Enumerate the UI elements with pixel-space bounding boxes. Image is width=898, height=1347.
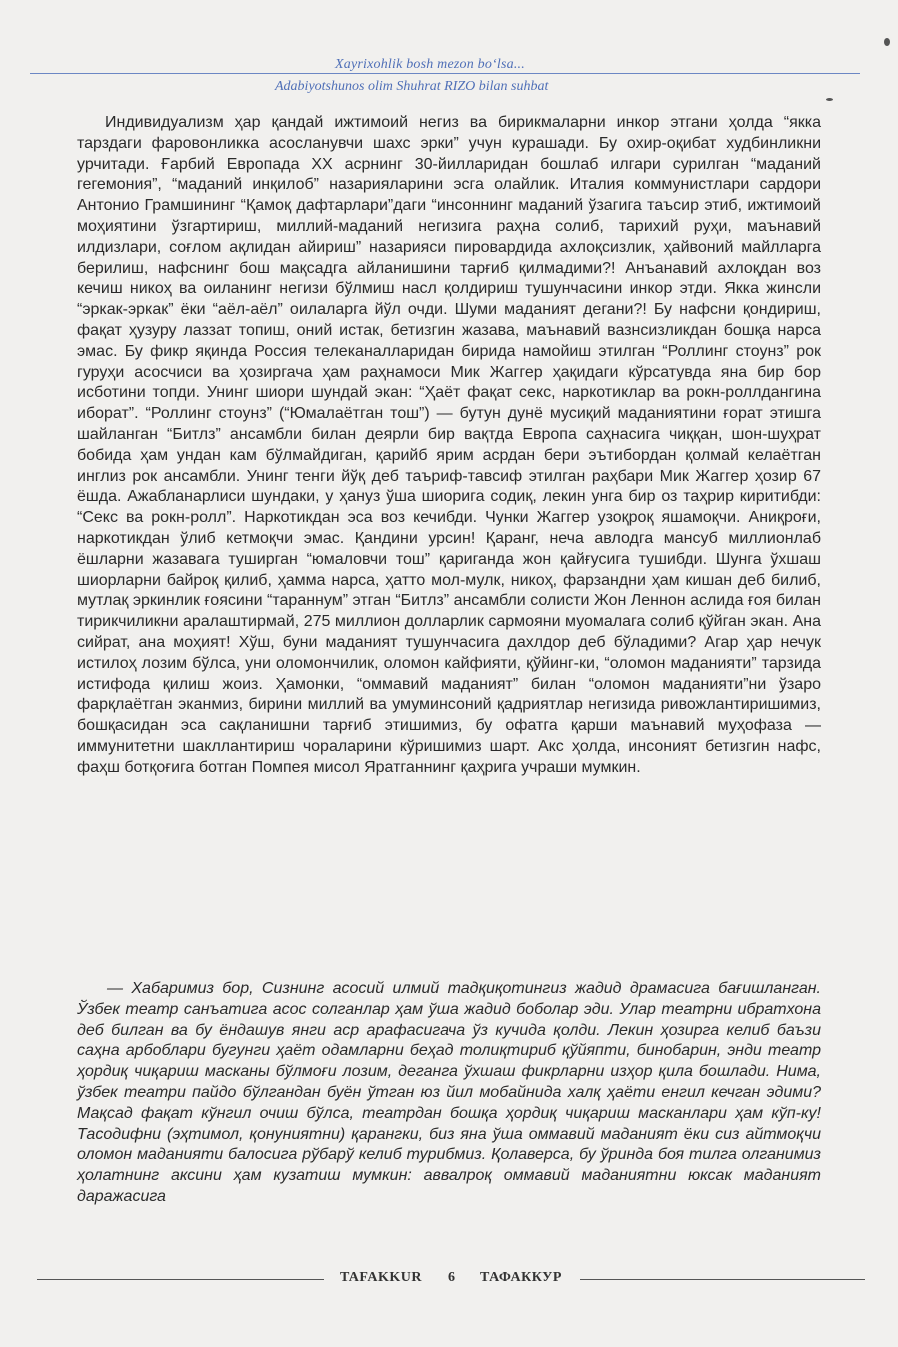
running-title: Xayrixohlik bosh mezon bo‘lsa...	[335, 57, 525, 72]
page-number: 6	[448, 1270, 456, 1285]
footer-title-cyrillic: ТАФАККУР	[480, 1270, 562, 1285]
interview-question: — Хабаримиз бор, Сизнинг асосий илмий тадқиқотингиз жадид драмасига бағишланган. Ўзбек театр санъатига асос солганлар ҳам ўша жадид боболар эди. Улар театрни ибратхона деб билган ва бу ёндашув янги аср арафасигача ўз кучида қолди. Лекин ҳозирга келиб баъзи саҳна арбоблари бугунги ҳаёт одамларни беҳад толиқтириб қўйяпти, бинобарин, энди театр ҳордиқ чиқариш масканы бўлмоғи лозим, деганга ўхшаш фикрларни изҳор қила бошлади. Нима, ўзбек театри пайдо бўлгандан буён ўтган юз йил мобайнида халқ ҳаёти енгил кечган эдими? Мақсад фақат кўнгил очиш бўлса, театрдан бошқа ҳордиқ чиқариш масканлари ҳам кўп-ку! Тасодифни (эҳтимол, қонуниятни) қарангки, биз яна ўша оммавий маданият ёки сиз айтмоқчи оломон маданияти балосига рўбарў келиб турибмиз. Қолаверса, бу ўринда боя тилга олганимиз ҳолатнинг аксини ҳам кузатиш мумкин: аввалроқ оммавий маданиятни юксак маданият даражасига	[77, 980, 821, 1205]
page-header	[0, 0, 898, 100]
footer-rule-left	[37, 1279, 324, 1280]
main-paragraph: Индивидуализм ҳар қандай ижтимоий негиз ва бирикмаларни инкор этгани ҳолда “якка тарздаги фаровонликка асосланувчи шахс эрки” учун курашади. Бу охир-оқибат худбинликни урчитади. Ғарбий Европада XX асрнинг 30-йилларидан бошлаб илгари сурилган “маданий гегемония”, “маданий инқилоб” назарияларини эсга олайлик. Италия коммунистлари сардори Антонио Грамшининг “Қамоқ дафтарлари”даги “инсоннинг маданий ўзагига таъсир этиб, ижтимоий моҳиятини ўзгартириш, миллий-маданий негизига раҳна солиб, тарихий руҳи, маънавий илдизлари, соғлом ақлидан айириш” назарияси пировардида ахлоқсизлик, ҳайвоний майлларга берилиш, нафснинг бош мақсадга айланишини тарғиб қилмадими?! Анъанавий ахлоқдан воз кечиш никоҳ ва оиланинг негизи бўлмиш насл қолдириш тушунчасини инкор этди. Якка жинсли “эркак-эркак” ёки “аёл-аёл” оилаларга йўл очди. Шуми маданият дегани?! Бу нафсни қондириш, фақат ҳузуру лаззат топиш, оний истак, бетизгин жазава, маънавий вазнсизликдан бошқа нарса эмас. Бу фикр яқинда Россия телеканалларидан бирида намойиш этилган “Роллинг стоунз” рок гуруҳи асосчиси ва ҳозиргача ҳам раҳнамоси Мик Жаггер ҳақидаги кўрсатувда яна бир бор исботини топди. Унинг шиори шундай экан: “Ҳаёт фақат секс, наркотиклар ва рокн-роллдангина иборат”. “Роллинг стоунз” (“Юмалаётган тош”) — бутун дунё мусиқий маданиятини ғорат этишга шайланган “Битлз” ансамбли билан деярли бир вақтда Европа саҳнасига чиққан, шон-шуҳрат бобида ҳам ундан кам бўлмайдиган, қарийб ярим асрдан бери эътибордан қолмай келаётган инглиз рок ансамбли. Унинг тенги йўқ деб таъриф-тавсиф этилган раҳбари Мик Жаггер ҳозир 67 ёшда. Ажабланарлиси шундаки, у ҳануз ўша шиорига содиқ, лекин унга бир оз таҳрир киритибди: “Секс ва рокн-ролл”. Наркотикдан эса воз кечибди. Чунки Жаггер узоқроқ яшамоқчи. Аниқроғи, наркотикдан ўлиб кетмоқчи эмас. Қандини урсин! Қаранг, неча авлодга мансуб миллионлаб ёшларни жазавага туширган “юмаловчи тош” қариганда жон қайғусига тушибди. Шунга ўхшаш шиорларни байроқ қилиб, ҳамма нарса, ҳатто мол-мулк, никоҳ, фарзандни ҳам кишан деб билиб, мутлақ эркинлик ғоясини “тараннум” этган “Битлз” ансамбли солисти Жон Леннон аслида ғоя билан тирикчиликни аралаштирмай, 275 миллион долларлик сармояни муомалага солиб қўйган экан. Ана сийрат, ана моҳият! Хўш, буни маданият тушунчасига дахлдор деб бўладими? Агар ҳар нечук истилоҳ лозим бўлса, уни оломончилик, оломон кайфияти, қўйинг-ки, “оломон маданияти” тарзида истифода қилиш жоиз. Ҳамонки, “оммавий маданият” билан “оломон маданияти”ни ўзаро фарқлаётган эканмиз, бирини миллий ва умуминсоний қадриятлар негизида ривожлантиришимиз, бошқасидан эса сақланишни тарғиб этишимиз, бу офатга қарши маънавий муҳофаза — иммунитетни шакллантириш чораларини кўришимиз шарт. Акс ҳолда, инсоният бетизгин нафс, фаҳш ботқоғига ботган Помпея мисол Яратганнинг қаҳрига учраши мумкин.	[77, 114, 821, 776]
header-divider	[30, 73, 860, 74]
article-body	[77, 113, 821, 779]
scan-speck	[826, 98, 833, 101]
article-subtitle: Adabiyotshunos olim Shuhrat RIZO bilan suhbat	[275, 79, 549, 94]
footer-rule-right	[580, 1279, 865, 1280]
scan-speck	[884, 38, 890, 46]
footer-title-latin: TAFAKKUR	[340, 1270, 423, 1285]
page-footer	[0, 1265, 898, 1295]
